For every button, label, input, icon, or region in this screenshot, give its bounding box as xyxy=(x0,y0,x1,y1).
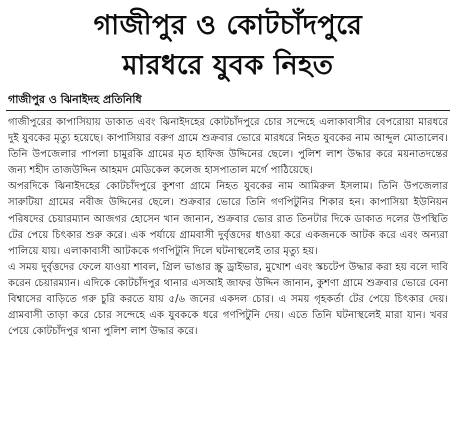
paragraph-3: এ সময় দুর্বৃত্তদের ফেলে যাওয়া শাবল, গ্রিল ভাঙার স্ক্রু ড্রাইভার, মুখোশ এবং স্কচটেপ উদ্ধার করা হয় বলে দাবি করেন চেয়ারম্যান। এদিকে কোটচাঁদপুর থানার এসআই জাফর উদ্দিন জানান, কুশণা গ্রামে শুক্রবার ভোরে বেনা বিশ্বাসের বাড়িতে গরু চুরি করতে যায় ৫/৬ জনের একদল চোর। এ সময় গৃহকর্তা টের পেয়ে চিৎকার দেয়। গ্রামবাসী তাড়া করে চোর সন্দেহে এক যুবককে ধরে গণপিটুনি দেয়। এতে তিনি ঘটনাস্থলেই মারা যান। খবর পেয়ে কোটচাঁদপুর থানা পুলিশ লাশ উদ্ধার করে। xyxy=(8,261,448,338)
paragraph-1: গাজীপুরের কাপাসিয়ায় ডাকাত এবং ঝিনাইদহের কোটচাঁদপুরে চোর সন্দেহে এলাকাবাসীর বেপরোয়া মারধরে দুই যুবকের মৃত্যু হয়েছে। কাপাসিয়ার বরুণ গ্রামে শুক্রবার ভোরে মারধরে নিহত যুবকের নাম আব্দুল মোতালেব। তিনি উপজেলার পাপলা চামুরকি গ্রামের মৃত হাফিজ উদ্দিনের ছেলে। পুলিশ লাশ উদ্ধার করে ময়নাতদন্তের জন্য শহীদ তাজউদ্দিন আহমদ মেডিকেল কলেজ হাসপাতাল মর্গে পাঠিয়েছে। xyxy=(8,117,448,177)
headline-line-2: মারধরে যুবক নিহত xyxy=(122,50,334,81)
headline-line-1: গাজীপুর ও কোটচাঁদপুরে xyxy=(93,10,363,41)
divider xyxy=(6,110,450,111)
paragraph-2: অপরদিকে ঝিনাইদহের কোটচাঁদপুরে কুশণা গ্রামে নিহত যুবকের নাম আমিরুল ইসলাম। তিনি উপজেলার সারুটিয়া গ্রামের নবীজ উদ্দিনের ছেলে। শুক্রবার ভোরে তিনি গণপিটুনির শিকার হন। কাপাসিয়া ইউনিয়ন পরিষদের চেয়ারম্যান আজগর হোসেন খান জানান, শুক্রবার ভোর রাত তিনটার দিকে ডাকাত দলের উপস্থিতি টের পেয়ে চিৎকার শুরু করে। এক পর্যায়ে গ্রামবাসী দুর্বৃত্তদের ধাওয়া করে একজনকে আটক করে এবং অন্যরা পালিয়ে যায়। এলাকাবাসী আটককে গণপিটুনি দিলে ঘটনাস্থলেই তার মৃত্যু হয়। xyxy=(8,181,448,257)
article-body xyxy=(6,115,450,340)
byline: গাজীপুর ও ঝিনাইদহ প্রতিনিধি xyxy=(8,93,142,106)
